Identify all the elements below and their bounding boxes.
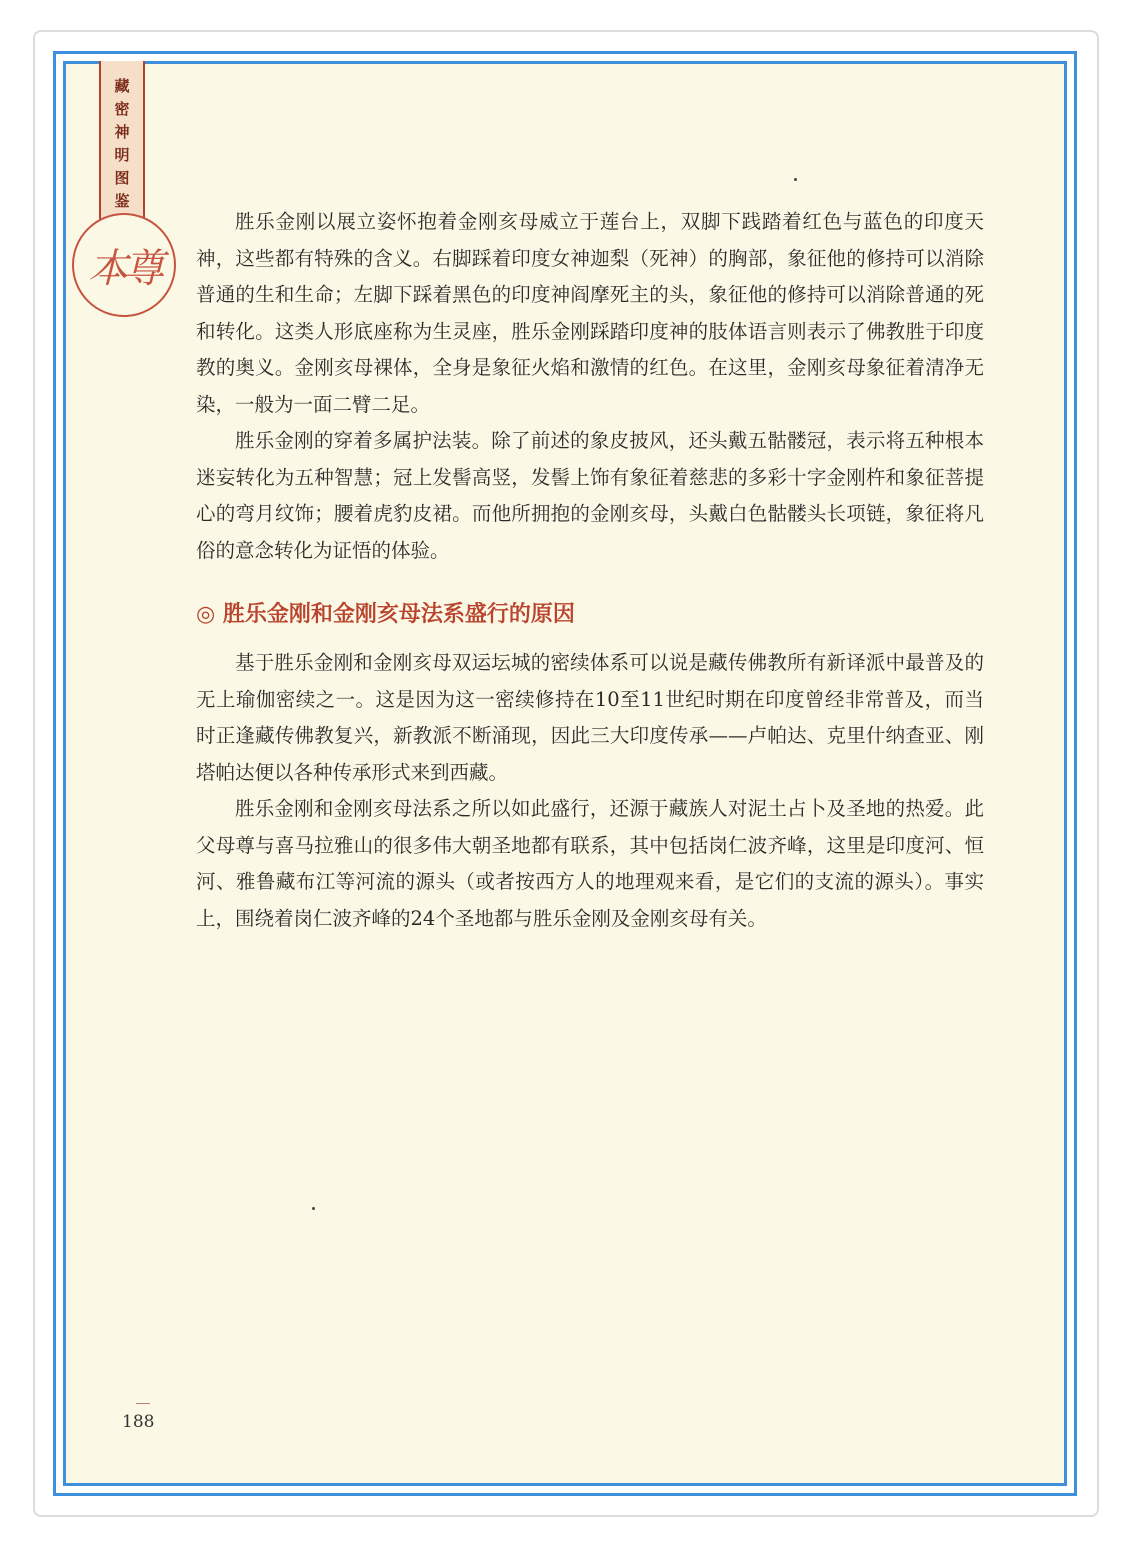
chapter-seal-stamp	[72, 213, 176, 317]
page-number: 188	[122, 1412, 155, 1432]
page-number-mark	[136, 1403, 150, 1404]
main-text	[196, 204, 984, 937]
tab-char: 明	[114, 146, 130, 164]
body-paragraph: 胜乐金刚的穿着多属护法装。除了前述的象皮披风，还头戴五骷髅冠，表示将五种根本迷妄转化为五种智慧；冠上发髻高竖，发髻上饰有象征着慈悲的多彩十字金刚杵和象征菩提心的弯月纹饰；腰着虎豹皮裙。而他所拥抱的金刚亥母，头戴白色骷髅头长项链，象征将凡俗的意念转化为证悟的体验。	[196, 429, 984, 562]
section-heading: ◎ 胜乐金刚和金刚亥母法系盛行的原因	[196, 602, 575, 627]
tab-char: 图	[114, 169, 130, 187]
tab-char: 神	[114, 123, 130, 141]
seal-text: 本尊	[88, 245, 160, 292]
tab-char: 鉴	[114, 192, 130, 210]
body-paragraph: 基于胜乐金刚和金刚亥母双运坛城的密续体系可以说是藏传佛教所有新译派中最普及的无上瑜伽密续之一。这是因为这一密续修持在10至11世纪时期在印度曾经非常普及，而当时正逢藏传佛教复兴，新教派不断涌现，因此三大印度传承——卢帕达、克里什纳查亚、刚塔帕达便以各种传承形式来到西藏。	[196, 651, 984, 784]
scan-speck	[312, 1207, 315, 1210]
tab-char: 密	[114, 100, 130, 118]
scan-speck	[794, 178, 797, 181]
body-paragraph: 胜乐金刚和金刚亥母法系之所以如此盛行，还源于藏族人对泥土占卜及圣地的热爱。此父母尊与喜马拉雅山的很多伟大朝圣地都有联系，其中包括岗仁波齐峰，这里是印度河、恒河、雅鲁藏布江等河流的源头（或者按西方人的地理观来看，是它们的支流的源头）。事实上，围绕着岗仁波齐峰的24个圣地都与胜乐金刚及金刚亥母有关。	[196, 797, 984, 930]
tab-char: 藏	[114, 77, 130, 95]
book-title-tab	[99, 61, 145, 219]
body-paragraph: 胜乐金刚以展立姿怀抱着金刚亥母威立于莲台上，双脚下践踏着红色与蓝色的印度天神，这些都有特殊的含义。右脚踩着印度女神迦梨（死神）的胸部，象征他的修持可以消除普通的生和生命；左脚下踩着黑色的印度神阎摩死主的头，象征他的修持可以消除普通的死和转化。这类人形底座称为生灵座，胜乐金刚踩踏印度神的肢体语言则表示了佛教胜于印度教的奥义。金刚亥母裸体，全身是象征火焰和激情的红色。在这里，金刚亥母象征着清净无染，一般为一面二臂二足。	[196, 210, 984, 416]
